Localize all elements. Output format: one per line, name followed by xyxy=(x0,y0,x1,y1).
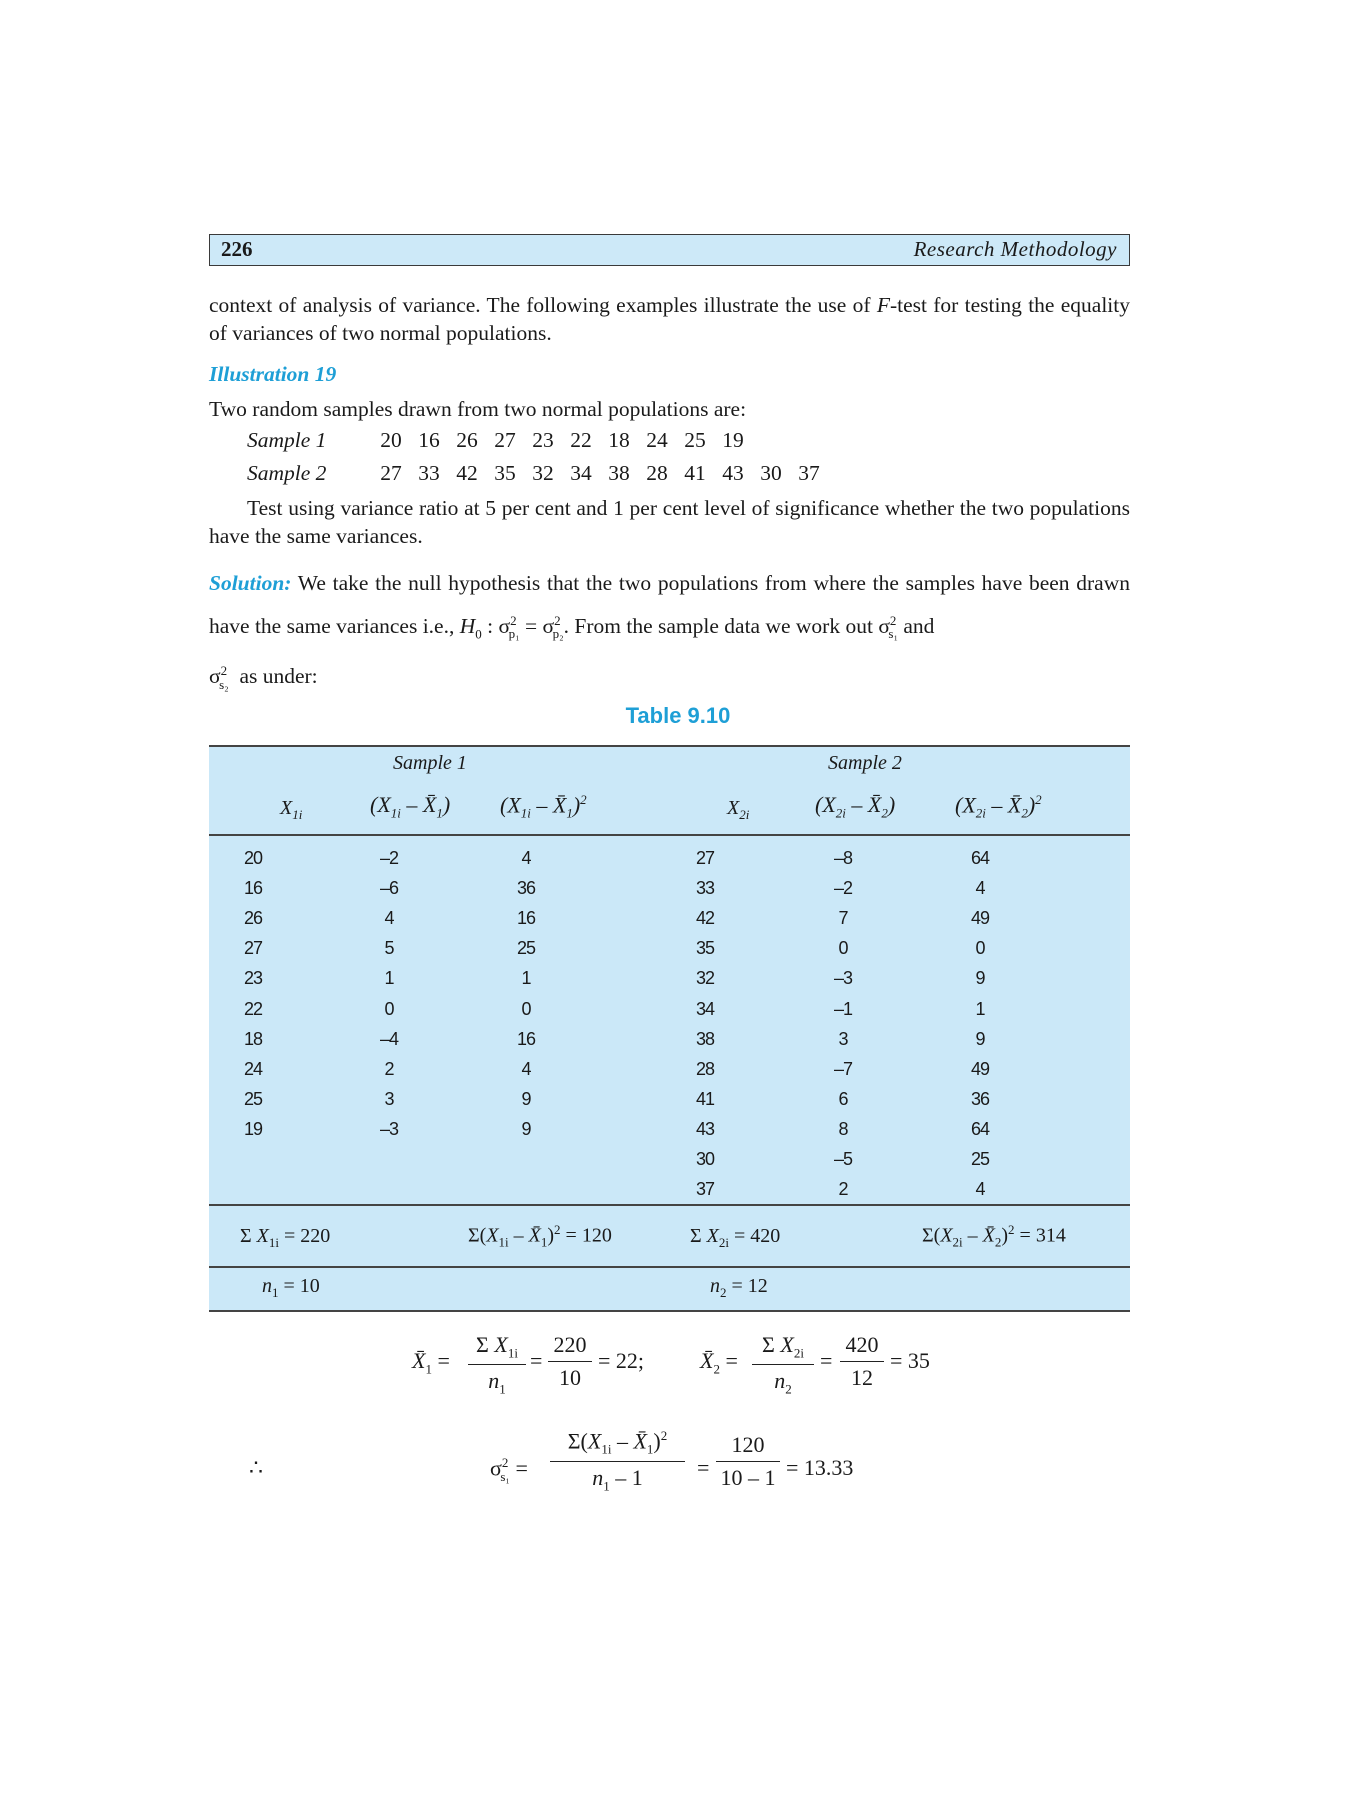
table-cell: 4 xyxy=(521,848,531,868)
sample-value: 41 xyxy=(684,461,706,485)
table-cell: 3 xyxy=(838,1028,848,1049)
table-cell: –6 xyxy=(379,878,399,899)
table-cell: 64 xyxy=(970,848,990,868)
table-cell: 16 xyxy=(243,878,263,899)
table-cell: 30 xyxy=(695,1149,715,1169)
table-cell: 0 xyxy=(838,938,848,959)
sample2-label: Sample 2 xyxy=(247,461,327,485)
sample-value: 37 xyxy=(798,461,820,485)
col-sq2: ($X_{2i}$ – $X̄_2)^2$ xyxy=(955,792,1042,821)
sample-value: 19 xyxy=(722,428,744,452)
table-cell: 27 xyxy=(695,848,715,868)
table-cell: 42 xyxy=(695,908,715,929)
sample2-values xyxy=(372,461,828,486)
therefore-symbol: ∴ xyxy=(249,1455,263,1480)
sum-sq2: $\Sigma(X_{2i}$ – $X̄_2)^2 = 314$ xyxy=(922,1222,1066,1250)
table-cell: 8 xyxy=(838,1118,848,1139)
col-x1i: $X_{1i}$ xyxy=(280,797,303,822)
table-cell: 9 xyxy=(521,1118,531,1139)
table-cell: –4 xyxy=(379,1028,399,1049)
table-body-rule xyxy=(209,1204,1130,1206)
table-cell: 3 xyxy=(384,1088,394,1109)
table-cell: 0 xyxy=(384,998,394,1019)
table-cell: 27 xyxy=(243,938,263,959)
sample-value: 32 xyxy=(532,461,554,485)
table-cell: –2 xyxy=(833,878,853,899)
table-cell: 49 xyxy=(970,908,990,929)
table-cell: 24 xyxy=(243,1058,263,1079)
sample-value: 16 xyxy=(418,428,440,452)
table-cell: 1 xyxy=(975,998,985,1019)
mean2-frac-num: 420 12 xyxy=(840,1332,884,1391)
table-cell: 25 xyxy=(243,1088,263,1109)
sum-x2: Σ $X_{2i} = 420$ xyxy=(690,1225,781,1250)
mean2-label: $X̄_2$ = xyxy=(700,1348,738,1377)
table-cell: 2 xyxy=(838,1179,848,1200)
table-cell: 36 xyxy=(516,878,536,899)
sample-value: 24 xyxy=(646,428,668,452)
table-cell: 7 xyxy=(838,908,848,929)
intro-paragraph: context of analysis of variance. The following examples illustrate the use of F-test for testing the equality of variances of two normal populations. xyxy=(209,293,1131,345)
table-cell: 32 xyxy=(695,968,715,989)
table-cell: 20 xyxy=(243,848,263,868)
table-bottom-rule xyxy=(209,1310,1130,1312)
table-cell: 34 xyxy=(695,998,715,1019)
sample1-row xyxy=(247,428,752,453)
table-cell: 26 xyxy=(243,908,263,929)
sample-value: 30 xyxy=(760,461,782,485)
table-cell: 28 xyxy=(695,1058,715,1079)
mean1-frac-num: 220 10 xyxy=(548,1332,592,1391)
eq3: = xyxy=(697,1455,710,1480)
sample-value: 27 xyxy=(494,428,516,452)
table-cell: 1 xyxy=(521,968,531,989)
sample2-row xyxy=(247,461,828,486)
sample-value: 23 xyxy=(532,428,554,452)
table-cell: 4 xyxy=(975,1179,985,1200)
illustration-instruction: Test using variance ratio at 5 per cent and 1 per cent level of significance whether the two populations have the same variances. xyxy=(209,496,1130,548)
table-cell: 36 xyxy=(970,1088,990,1109)
variance-frac-sym: $\Sigma(X_{1i}$ – $X̄_1)^2$ $n_1 - 1$ xyxy=(550,1428,685,1494)
table-cell: 1 xyxy=(384,968,394,989)
sample1-label: Sample 1 xyxy=(247,428,327,452)
sample-value: 28 xyxy=(646,461,668,485)
table-cell: 43 xyxy=(695,1118,715,1139)
page-number: 226 xyxy=(221,237,253,261)
table-cell: 23 xyxy=(243,968,263,989)
group-sample1: Sample 1 xyxy=(393,752,467,774)
mean1-result: = 22; xyxy=(598,1348,645,1373)
table-cell: –5 xyxy=(833,1149,853,1169)
table-cell: –1 xyxy=(833,998,853,1019)
n2: $n_2 = 12$ xyxy=(710,1275,768,1300)
table-cell: 0 xyxy=(975,938,985,959)
table-cell: 25 xyxy=(516,938,536,959)
table-top-rule xyxy=(209,745,1130,747)
variance-frac-num: 120 10 – 1 xyxy=(716,1432,780,1491)
table-cell: –3 xyxy=(379,1118,399,1139)
eq1: = xyxy=(530,1348,543,1373)
table-sum-rule xyxy=(209,1266,1130,1268)
eq2: = xyxy=(820,1348,833,1373)
table-cell: 38 xyxy=(695,1028,715,1049)
sample-value: 38 xyxy=(608,461,630,485)
table-cell: 9 xyxy=(975,1028,985,1049)
table-caption: Table 9.10 xyxy=(625,703,731,728)
sample-value: 42 xyxy=(456,461,478,485)
table-cell: 18 xyxy=(243,1028,263,1049)
table-cell: 16 xyxy=(516,1028,536,1049)
mean2-result: = 35 xyxy=(890,1348,930,1373)
table-header-rule xyxy=(209,834,1130,836)
variance-label: $\sigma^2_{s_1}$ = xyxy=(490,1455,528,1484)
table-cell: 6 xyxy=(838,1088,848,1109)
book-title: Research Methodology xyxy=(913,237,1117,261)
sample-value: 22 xyxy=(570,428,592,452)
table-cell: 9 xyxy=(521,1088,531,1109)
col-dev1: ($X_{1i}$ – $X̄_1$) xyxy=(370,792,451,821)
table-cell: –2 xyxy=(379,848,399,868)
table-cell: 2 xyxy=(384,1058,394,1079)
col-dev2: ($X_{2i}$ – $X̄_2$) xyxy=(815,792,896,821)
col-x2i: $X_{2i}$ xyxy=(727,797,750,822)
illustration-title: Illustration 19 xyxy=(209,362,337,386)
running-header xyxy=(209,234,1130,266)
mean2-frac-sym: Σ $X_{2i}$ $n_2$ xyxy=(752,1332,814,1398)
table-cell: –3 xyxy=(833,968,853,989)
table-cell: 37 xyxy=(695,1179,715,1200)
table-cell: 9 xyxy=(975,968,985,989)
table-cell: 25 xyxy=(970,1149,990,1169)
table-cell: 4 xyxy=(975,878,985,899)
sample-value: 18 xyxy=(608,428,630,452)
sample-value: 20 xyxy=(380,428,402,452)
table-cell: 35 xyxy=(695,938,715,959)
table-cell: 4 xyxy=(384,908,394,929)
solution-paragraph: Solution: We take the null hypothesis that the two populations from where the samples have been drawn have the same variances i.e., $H_0$ : $\sigma^2_{p_1} = \sigma^2_{p_2}$. From the sample data we work out $\sigma^2_{s_1}$ and $\sigma^2_{s_2}$ as under: xyxy=(209,571,1130,692)
sample-value: 33 xyxy=(418,461,440,485)
table-cell: 41 xyxy=(695,1088,715,1109)
sample-value: 34 xyxy=(570,461,592,485)
group-sample2: Sample 2 xyxy=(828,752,902,774)
table-cell: 5 xyxy=(384,938,394,959)
variance-result: = 13.33 xyxy=(786,1455,854,1480)
illustration-question: Two random samples drawn from two normal populations are: xyxy=(209,397,747,421)
sample-value: 25 xyxy=(684,428,706,452)
table-cell: 49 xyxy=(970,1058,990,1079)
table-cell: 0 xyxy=(521,998,531,1019)
n1: $n_1 = 10$ xyxy=(262,1275,320,1300)
table-cell: 22 xyxy=(243,998,263,1019)
sample-value: 43 xyxy=(722,461,744,485)
table-cell: 19 xyxy=(243,1118,263,1139)
table-cell: 64 xyxy=(970,1118,990,1139)
mean1-label: $X̄_1$ = xyxy=(412,1348,450,1377)
table-cell: 33 xyxy=(695,878,715,899)
sample-value: 27 xyxy=(380,461,402,485)
sample1-values xyxy=(372,428,752,453)
sample-value: 35 xyxy=(494,461,516,485)
sum-x1: Σ $X_{1i} = 220$ xyxy=(240,1225,331,1250)
sample-value: 26 xyxy=(456,428,478,452)
col-sq1: ($X_{1i}$ – $X̄_1)^2$ xyxy=(500,792,587,821)
table-cell: 16 xyxy=(516,908,536,929)
mean1-frac-sym: Σ $X_{1i}$ $n_1$ xyxy=(468,1332,526,1398)
sum-sq1: $\Sigma(X_{1i}$ – $X̄_1)^2 = 120$ xyxy=(468,1222,612,1250)
table-cell: –8 xyxy=(833,848,853,868)
table-cell: –7 xyxy=(833,1058,853,1079)
table-cell: 4 xyxy=(521,1058,531,1079)
